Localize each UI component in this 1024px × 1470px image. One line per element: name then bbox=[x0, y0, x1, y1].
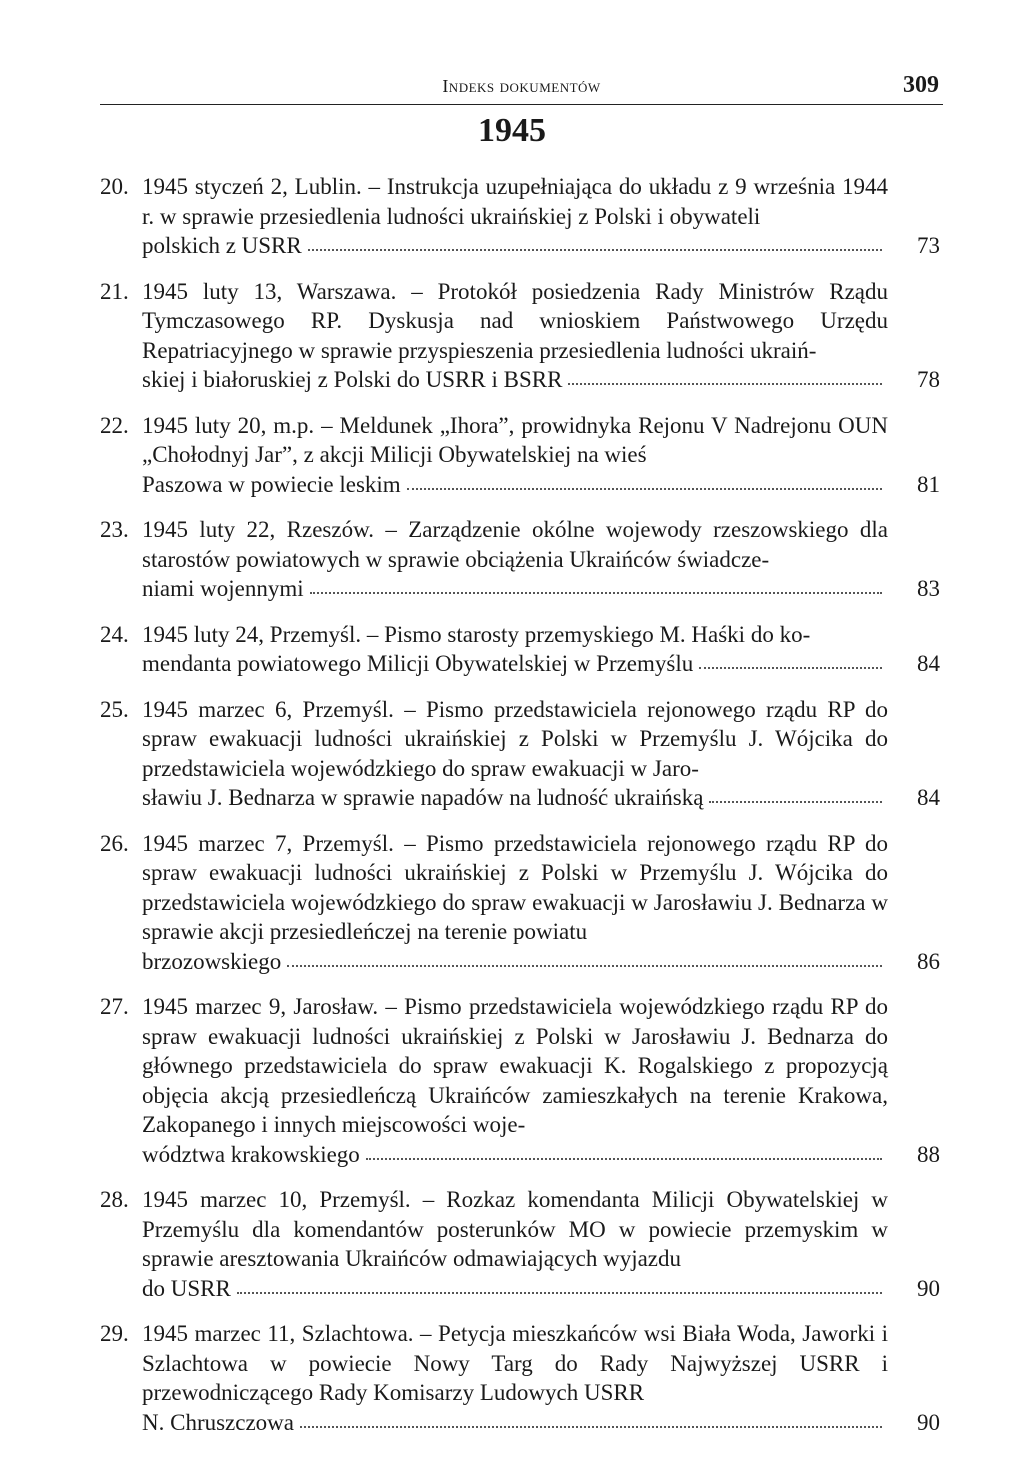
entry-text: 1945 luty 22, Rzeszów. – Zarządzenie okólne wojewody rzeszowskiego dla starostów powiatowych w sprawie obciążenia Ukraińców świadcze- bbox=[142, 517, 888, 572]
entry-page-ref: 84 bbox=[917, 651, 940, 676]
entry-text-end: do USRR bbox=[142, 1275, 231, 1301]
index-entry bbox=[100, 829, 940, 977]
page-number: 309 bbox=[903, 72, 939, 98]
entry-page-ref: 88 bbox=[917, 1141, 940, 1167]
entry-page-ref: 84 bbox=[917, 785, 940, 810]
entry-number: 20. bbox=[100, 174, 129, 199]
entry-text: 1945 marzec 11, Szlachtowa. – Petycja mieszkańców wsi Biała Woda, Jaworki i Szlachtowa w powiecie Nowy Targ do Rady Najwyższej USRR i przewodniczącego Rady Komisarzy Ludowych USRR bbox=[142, 1321, 888, 1405]
index-entry bbox=[100, 172, 940, 261]
entry-page-ref: 90 bbox=[917, 1409, 940, 1435]
entry-text: 1945 styczeń 2, Lublin. – Instrukcja uzupełniająca do układu z 9 września 1944 r. w sprawie przesiedlenia ludności ukraińskiej z Polski i obywateli bbox=[142, 174, 888, 229]
entry-number: 21. bbox=[100, 278, 129, 304]
leader-dots bbox=[310, 582, 882, 594]
entry-text-end: niami wojennymi bbox=[142, 576, 304, 601]
entry-number: 24. bbox=[100, 621, 129, 647]
leader-dots bbox=[308, 239, 882, 251]
entry-text: 1945 marzec 9, Jarosław. – Pismo przedstawiciela wojewódzkiego rządu RP do spraw ewakuacji ludności ukraińskiej z Polski w Jarosławiu J. Bednarza do głównego przedstawiciela do spraw ewakuacji K. Rogalskiego z propozycją objęcia akcją przesiedleńczą Ukraińców zamieszkałych na terenie Krakowa, Zakopanego i innych miejscowości woje- bbox=[142, 994, 888, 1137]
entry-text-end: sławiu J. Bednarza w sprawie napadów na ludność ukraińską bbox=[142, 785, 704, 810]
entry-text: 1945 luty 13, Warszawa. – Protokół posiedzenia Rady Ministrów Rządu Tymczasowego RP. Dyskusja nad wnioskiem Państwowego Urzędu Repatriacyjnego w sprawie przyspieszenia przesiedlenia ludności ukraiń- bbox=[142, 278, 888, 363]
leader-dots bbox=[300, 1416, 882, 1428]
entry-page-ref: 81 bbox=[917, 471, 940, 497]
entry-text-end: polskich z USRR bbox=[142, 233, 302, 258]
entry-number: 23. bbox=[100, 517, 129, 542]
entry-text: 1945 marzec 10, Przemyśl. – Rozkaz komendanta Milicji Obywatelskiej w Przemyślu dla komendantów posterunków MO w powiecie przemyskim w sprawie aresztowania Ukraińców odmawiających wyjazdu bbox=[142, 1187, 888, 1271]
entry-number: 25. bbox=[100, 696, 129, 722]
index-entry bbox=[100, 1185, 940, 1303]
entry-text-end: Paszowa w powiecie leskim bbox=[142, 471, 401, 497]
entry-page-ref: 78 bbox=[917, 367, 940, 392]
entry-number: 27. bbox=[100, 994, 129, 1019]
entry-page-ref: 86 bbox=[917, 948, 940, 974]
leader-dots bbox=[407, 478, 882, 490]
index-entry bbox=[100, 411, 940, 500]
entry-text-end: brzozowskiego bbox=[142, 948, 282, 974]
leader-dots bbox=[287, 955, 882, 967]
running-header-title: Indeks dokumentów bbox=[442, 76, 601, 96]
entry-number: 28. bbox=[100, 1187, 129, 1212]
index-entry bbox=[100, 515, 940, 604]
entry-text: 1945 luty 24, Przemyśl. – Pismo starosty przemyskiego M. Haśki do ko- bbox=[142, 621, 811, 647]
entry-page-ref: 90 bbox=[917, 1275, 940, 1301]
entry-text-end: skiej i białoruskiej z Polski do USRR i BSRR bbox=[142, 367, 563, 392]
entry-text-end: mendanta powiatowego Milicji Obywatelskiej w Przemyślu bbox=[142, 651, 694, 676]
leader-dots bbox=[699, 657, 882, 669]
entry-text-end: wództwa krakowskiego bbox=[142, 1141, 360, 1167]
section-year-heading: 1945 bbox=[478, 112, 546, 149]
index-entry bbox=[100, 620, 940, 679]
document-index-list bbox=[100, 172, 940, 1453]
entry-number: 29. bbox=[100, 1321, 129, 1346]
running-header bbox=[100, 72, 943, 105]
entry-text: 1945 marzec 6, Przemyśl. – Pismo przedstawiciela rejonowego rządu RP do spraw ewakuacji ludności ukraińskiej z Polski w Przemyślu J. Wójcika do przedstawiciela wojewódzkiego do spraw ewakuacji w Jaro- bbox=[142, 696, 888, 781]
index-entry bbox=[100, 695, 940, 813]
entry-number: 26. bbox=[100, 830, 129, 856]
entry-text-end: N. Chruszczowa bbox=[142, 1409, 295, 1435]
entry-page-ref: 83 bbox=[917, 576, 940, 601]
index-entry bbox=[100, 277, 940, 395]
index-entry bbox=[100, 1319, 940, 1437]
leader-dots bbox=[709, 791, 882, 803]
entry-number: 22. bbox=[100, 412, 129, 438]
index-entry bbox=[100, 992, 940, 1169]
entry-page-ref: 73 bbox=[917, 233, 940, 258]
entry-text: 1945 marzec 7, Przemyśl. – Pismo przedstawiciela rejonowego rządu RP do spraw ewakuacji ludności ukraińskiej z Polski w Przemyślu J. Wójcika do przedstawiciela wojewódzkiego do spraw ewakuacji w Jarosławiu J. Bednarza w sprawie akcji przesiedleńczej na terenie powiatu bbox=[142, 830, 888, 944]
leader-dots bbox=[366, 1148, 882, 1160]
leader-dots bbox=[237, 1282, 882, 1294]
leader-dots bbox=[568, 373, 882, 385]
entry-text: 1945 luty 20, m.p. – Meldunek „Ihora”, prowidnyka Rejonu V Nadrejonu OUN „Chołodnyj Jar”, z akcji Milicji Obywatelskiej na wieś bbox=[142, 412, 888, 467]
